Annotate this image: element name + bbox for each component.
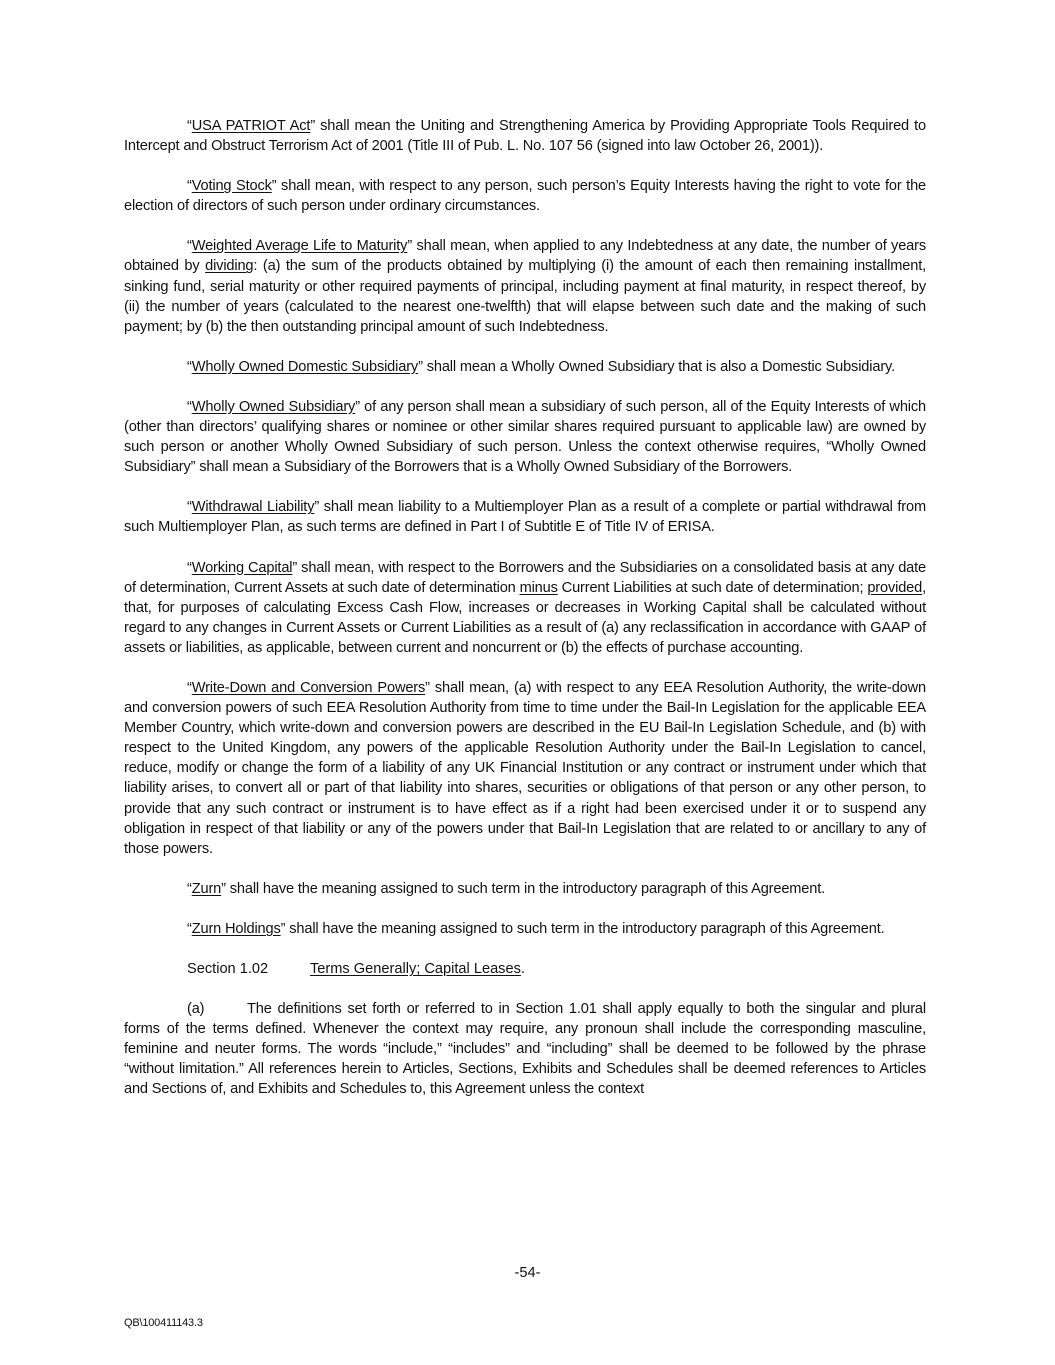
definition-text: shall mean liability to a Multiemployer Plan as a result of a complete or partial withdrawal from such Multiemployer Plan, as such terms are defined in Part I of Subtitle E of Title IV of ERISA.	[124, 499, 926, 536]
defined-term: Voting Stock	[191, 178, 272, 195]
open-quote: “	[187, 118, 192, 134]
defined-term: Weighted Average Life to Maturity	[191, 238, 408, 255]
close-quote: ”	[418, 358, 423, 375]
subsection-label: (a)	[187, 1001, 205, 1018]
definition-text: shall mean the Uniting and Strengthening America by Providing Appropriate Tools Required to Intercept and Obstruct Terrorism Act of 2001 (Title III of Pub. L. No. 107 56 (signed into law October 26, 2001)).	[124, 118, 927, 155]
section-heading	[124, 959, 926, 979]
defined-term: Zurn	[191, 880, 222, 897]
document-page	[124, 116, 926, 1120]
defined-term: Write-Down and Conversion Powers	[191, 679, 426, 696]
underlined-word: dividing	[205, 258, 254, 275]
open-quote: “	[187, 880, 192, 897]
close-quote: ”	[221, 880, 226, 897]
definition-text: shall mean a Wholly Owned Subsidiary that is also a Domestic Subsidiary.	[422, 358, 896, 375]
open-quote: “	[187, 238, 192, 255]
defined-term: Working Capital	[191, 559, 293, 576]
close-quote: ”	[314, 499, 320, 516]
definition-weighted-average-life	[124, 236, 926, 336]
definition-text: shall mean, with respect to any person, such person’s Equity Interests having the right to vote for the election of directors of such person under ordinary circumstances.	[124, 178, 927, 215]
definition-withdrawal-liability	[124, 497, 926, 537]
section-title-period: .	[520, 961, 525, 977]
definition-text: , that, for purposes of calculating Excess Cash Flow, increases or decreases in Working Capital shall be calculated without regard to any changes in Current Assets or Current Liabilities as a result of (a) any reclassification in accordance with GAAP of assets or liabilities, as applicable, between current and noncurrent or (b) the effects of purchase accounting.	[124, 579, 927, 656]
close-quote: ”	[407, 238, 413, 255]
section-number: Section 1.02	[187, 961, 269, 977]
close-quote: ”	[355, 398, 360, 415]
definition-wholly-owned-subsidiary	[124, 397, 926, 477]
close-quote: ”	[271, 178, 277, 195]
defined-term: Wholly Owned Domestic Subsidiary	[191, 358, 419, 375]
subsection-a	[124, 999, 926, 1099]
definition-usa-patriot-act	[124, 116, 926, 156]
defined-term: USA PATRIOT Act	[191, 118, 311, 134]
defined-term: Zurn Holdings	[191, 920, 281, 937]
definition-working-capital	[124, 558, 926, 658]
open-quote: “	[187, 398, 192, 415]
definition-text: shall mean, (a) with respect to any EEA Resolution Authority, the write-down and conversion powers of such EEA Resolution Authority from time to time under the Bail-In Legislation for the applicable EEA Member Country, which write-down and conversion powers are described in the EU Bail-In Legislation Schedule, and (b) with respect to the United Kingdom, any powers of the applicable Resolution Authority under the Bail-In Legislation to cancel, reduce, modify or change the form of a liability of any UK Financial Institution or any contract or instrument under which that liability arises, to convert all or part of that liability into shares, securities or obligations of that person or any other person, to provide that any such contract or instrument is to have effect as if a right had been exercised under it or to suspend any obligation in respect of that liability or any of the powers under that Bail-In Legislation that are related to or ancillary to any of those powers.	[124, 679, 926, 857]
open-quote: “	[187, 499, 192, 516]
underlined-word: minus	[519, 579, 558, 596]
definition-voting-stock	[124, 176, 926, 216]
definition-zurn-holdings	[124, 919, 926, 939]
open-quote: “	[187, 679, 192, 696]
open-quote: “	[187, 920, 192, 937]
definition-write-down-conversion-powers	[124, 678, 926, 859]
definition-wholly-owned-domestic-subsidiary	[124, 357, 926, 377]
definition-text: Current Liabilities at such date of determination;	[557, 579, 868, 596]
open-quote: “	[187, 358, 192, 375]
definition-text: of any person shall mean a subsidiary of such person, all of the Equity Interests of which (other than directors’ qualifying shares or nominee or other similar shares required pursuant to applicable law) are owned by such person or another Wholly Owned Subsidiary of such person. Unless the context otherwise requires, “Wholly Owned Subsidiary” shall mean a Subsidiary of the Borrowers that is a Wholly Owned Subsidiary of the Borrowers.	[124, 398, 926, 476]
definition-text: shall have the meaning assigned to such term in the introductory paragraph of this Agreement.	[225, 880, 826, 897]
close-quote: ”	[280, 920, 286, 937]
subsection-text: The definitions set forth or referred to in Section 1.01 shall apply equally to both the singular and plural forms of the terms defined. Whenever the context may require, any pronoun shall include the corresponding masculine, feminine and neuter forms. The words “include,” “includes” and “including” shall be deemed to be followed by the phrase “without limitation.” All references herein to Articles, Sections, Exhibits and Schedules shall be deemed references to Articles and Sections of, and Exhibits and Schedules to, this Agreement unless the context	[124, 1001, 926, 1098]
defined-term: Withdrawal Liability	[191, 499, 315, 516]
close-quote: ”	[425, 679, 430, 696]
definition-text: shall have the meaning assigned to such term in the introductory paragraph of this Agreement.	[285, 920, 885, 937]
open-quote: “	[187, 178, 192, 195]
defined-term: Wholly Owned Subsidiary	[191, 398, 356, 415]
definition-text: shall mean, when applied to any Indebtedness at any date, the number of years obtained by	[124, 238, 926, 275]
definition-text: : (a) the sum of the products obtained by multiplying (i) the amount of each then remaining installment, sinking fund, serial maturity or other required payments of principal, including payment at final maturity, in respect thereof, by (ii) the number of years (calculated to the nearest one-twelfth) that will elapse between such date and the making of such payment; by (b) the then outstanding principal amount of such Indebtedness.	[124, 258, 927, 335]
document-id: QB\100411143.3	[124, 1317, 203, 1329]
page-number: -54-	[514, 1265, 541, 1281]
close-quote: ”	[292, 559, 298, 576]
close-quote: ”	[310, 118, 316, 134]
definition-text: shall mean, with respect to the Borrowers and the Subsidiaries on a consolidated basis at any date of determination, Current Assets at such date of determination	[124, 559, 926, 596]
open-quote: “	[187, 559, 192, 576]
underlined-word: provided	[867, 579, 923, 596]
definition-zurn	[124, 879, 926, 899]
section-title: Terms Generally; Capital Leases	[310, 961, 521, 977]
